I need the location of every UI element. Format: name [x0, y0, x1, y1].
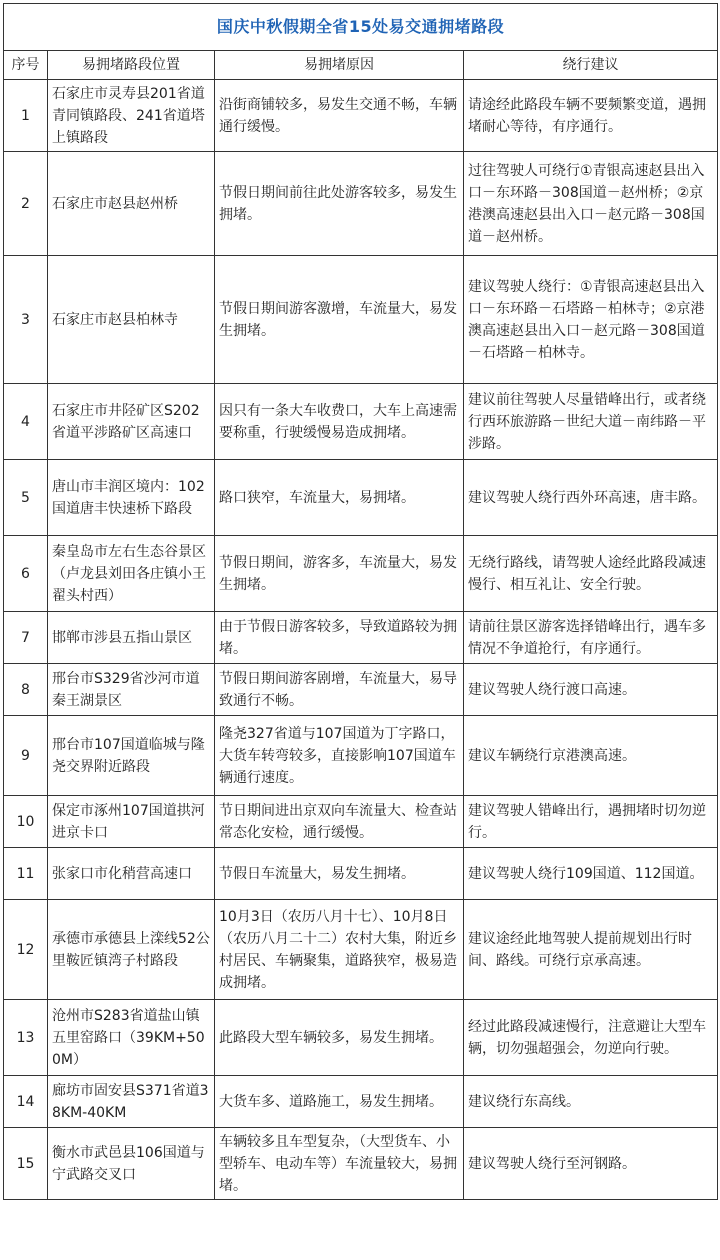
table-row — [4, 796, 718, 848]
row-location: 保定市涿州107国道拱河进京卡口 — [48, 796, 215, 848]
table-row — [4, 460, 718, 536]
header-row — [4, 51, 718, 80]
row-location: 邢台市107国道临城与隆尧交界附近路段 — [48, 716, 215, 796]
table-row — [4, 716, 718, 796]
table-row — [4, 152, 718, 256]
row-advice: 经过此路段减速慢行，注意避让大型车辆，切勿强超强会，勿逆向行驶。 — [464, 1000, 718, 1076]
title-row — [4, 4, 718, 51]
row-location: 石家庄市赵县赵州桥 — [48, 152, 215, 256]
row-number: 12 — [4, 900, 48, 1000]
row-number: 11 — [4, 848, 48, 900]
table-row — [4, 1128, 718, 1200]
row-advice: 建议驾驶人绕行渡口高速。 — [464, 664, 718, 716]
header-cause: 易拥堵原因 — [215, 51, 464, 80]
row-advice: 建议途经此地驾驶人提前规划出行时间、路线。可绕行京承高速。 — [464, 900, 718, 1000]
congestion-table — [3, 3, 718, 1200]
row-location: 石家庄市赵县柏林寺 — [48, 256, 215, 384]
table-row — [4, 1076, 718, 1128]
row-location: 沧州市S283省道盐山镇五里窑路口（39KM+500M） — [48, 1000, 215, 1076]
table-row — [4, 536, 718, 612]
row-number: 8 — [4, 664, 48, 716]
table-row — [4, 664, 718, 716]
row-advice: 请途经此路段车辆不要频繁变道，遇拥堵耐心等待，有序通行。 — [464, 80, 718, 152]
row-cause: 此路段大型车辆较多，易发生拥堵。 — [215, 1000, 464, 1076]
row-number: 1 — [4, 80, 48, 152]
table-row — [4, 1000, 718, 1076]
row-number: 13 — [4, 1000, 48, 1076]
row-cause: 路口狭窄，车流量大，易拥堵。 — [215, 460, 464, 536]
row-advice: 建议绕行东高线。 — [464, 1076, 718, 1128]
row-number: 14 — [4, 1076, 48, 1128]
table-row — [4, 80, 718, 152]
row-location: 秦皇岛市左右生态谷景区（卢龙县刘田各庄镇小王翟头村西） — [48, 536, 215, 612]
table-body — [4, 80, 718, 1200]
row-number: 6 — [4, 536, 48, 612]
table-row — [4, 256, 718, 384]
row-advice: 请前往景区游客选择错峰出行，遇车多情况不争道抢行，有序通行。 — [464, 612, 718, 664]
row-cause: 车辆较多且车型复杂，（大型货车、小型轿车、电动车等）车流量较大，易拥堵。 — [215, 1128, 464, 1200]
row-cause: 隆尧327省道与107国道为丁字路口，大货车转弯较多，直接影响107国道车辆通行速度。 — [215, 716, 464, 796]
row-number: 4 — [4, 384, 48, 460]
row-location: 石家庄市灵寿县201省道青同镇路段、241省道塔上镇路段 — [48, 80, 215, 152]
row-location: 石家庄市井陉矿区S202省道平涉路矿区高速口 — [48, 384, 215, 460]
row-cause: 节日期间进出京双向车流量大、检查站常态化安检，通行缓慢。 — [215, 796, 464, 848]
row-number: 9 — [4, 716, 48, 796]
row-number: 5 — [4, 460, 48, 536]
row-advice: 过往驾驶人可绕行①青银高速赵县出入口－东环路－308国道－赵州桥；②京港澳高速赵县出入口－赵元路－308国道－赵州桥。 — [464, 152, 718, 256]
row-location: 衡水市武邑县106国道与宁武路交叉口 — [48, 1128, 215, 1200]
table-title: 国庆中秋假期全省15处易交通拥堵路段 — [4, 4, 718, 51]
row-advice: 建议驾驶人绕行西外环高速，唐丰路。 — [464, 460, 718, 536]
row-cause: 大货车多、道路施工，易发生拥堵。 — [215, 1076, 464, 1128]
traffic-congestion-sheet — [3, 3, 717, 1257]
row-location: 邯郸市涉县五指山景区 — [48, 612, 215, 664]
row-cause: 沿街商铺较多，易发生交通不畅，车辆通行缓慢。 — [215, 80, 464, 152]
row-cause: 节假日期间，游客多，车流量大，易发生拥堵。 — [215, 536, 464, 612]
row-advice: 建议驾驶人绕行：①青银高速赵县出入口－东环路－石塔路－柏林寺；②京港澳高速赵县出入口－赵元路－308国道－石塔路－柏林寺。 — [464, 256, 718, 384]
row-number: 10 — [4, 796, 48, 848]
header-advice: 绕行建议 — [464, 51, 718, 80]
row-cause: 因只有一条大车收费口，大车上高速需要称重，行驶缓慢易造成拥堵。 — [215, 384, 464, 460]
row-location: 邢台市S329省沙河市道秦王湖景区 — [48, 664, 215, 716]
row-advice: 建议驾驶人绕行109国道、112国道。 — [464, 848, 718, 900]
row-cause: 10月3日（农历八月十七）、10月8日（农历八月二十二）农村大集，附近乡村居民、车辆聚集，道路狭窄，极易造成拥堵。 — [215, 900, 464, 1000]
row-advice: 无绕行路线，请驾驶人途经此路段减速慢行、相互礼让、安全行驶。 — [464, 536, 718, 612]
header-location: 易拥堵路段位置 — [48, 51, 215, 80]
row-advice: 建议驾驶人错峰出行，遇拥堵时切勿逆行。 — [464, 796, 718, 848]
row-location: 唐山市丰润区境内：102国道唐丰快速桥下路段 — [48, 460, 215, 536]
row-number: 15 — [4, 1128, 48, 1200]
row-number: 7 — [4, 612, 48, 664]
row-cause: 节假日车流量大，易发生拥堵。 — [215, 848, 464, 900]
row-advice: 建议驾驶人绕行至河钢路。 — [464, 1128, 718, 1200]
row-location: 廊坊市固安县S371省道38KM-40KM — [48, 1076, 215, 1128]
table-row — [4, 384, 718, 460]
row-cause: 节假日期间游客剧增，车流量大，易导致通行不畅。 — [215, 664, 464, 716]
row-cause: 节假日期间前往此处游客较多，易发生拥堵。 — [215, 152, 464, 256]
row-number: 2 — [4, 152, 48, 256]
row-cause: 由于节假日游客较多，导致道路较为拥堵。 — [215, 612, 464, 664]
row-location: 承德市承德县上滦线52公里鞍匠镇湾子村路段 — [48, 900, 215, 1000]
row-advice: 建议车辆绕行京港澳高速。 — [464, 716, 718, 796]
table-row — [4, 848, 718, 900]
header-no: 序号 — [4, 51, 48, 80]
table-row — [4, 900, 718, 1000]
row-number: 3 — [4, 256, 48, 384]
row-advice: 建议前往驾驶人尽量错峰出行，或者绕行西环旅游路－世纪大道－南纬路－平涉路。 — [464, 384, 718, 460]
table-row — [4, 612, 718, 664]
row-cause: 节假日期间游客激增，车流量大，易发生拥堵。 — [215, 256, 464, 384]
row-location: 张家口市化稍营高速口 — [48, 848, 215, 900]
